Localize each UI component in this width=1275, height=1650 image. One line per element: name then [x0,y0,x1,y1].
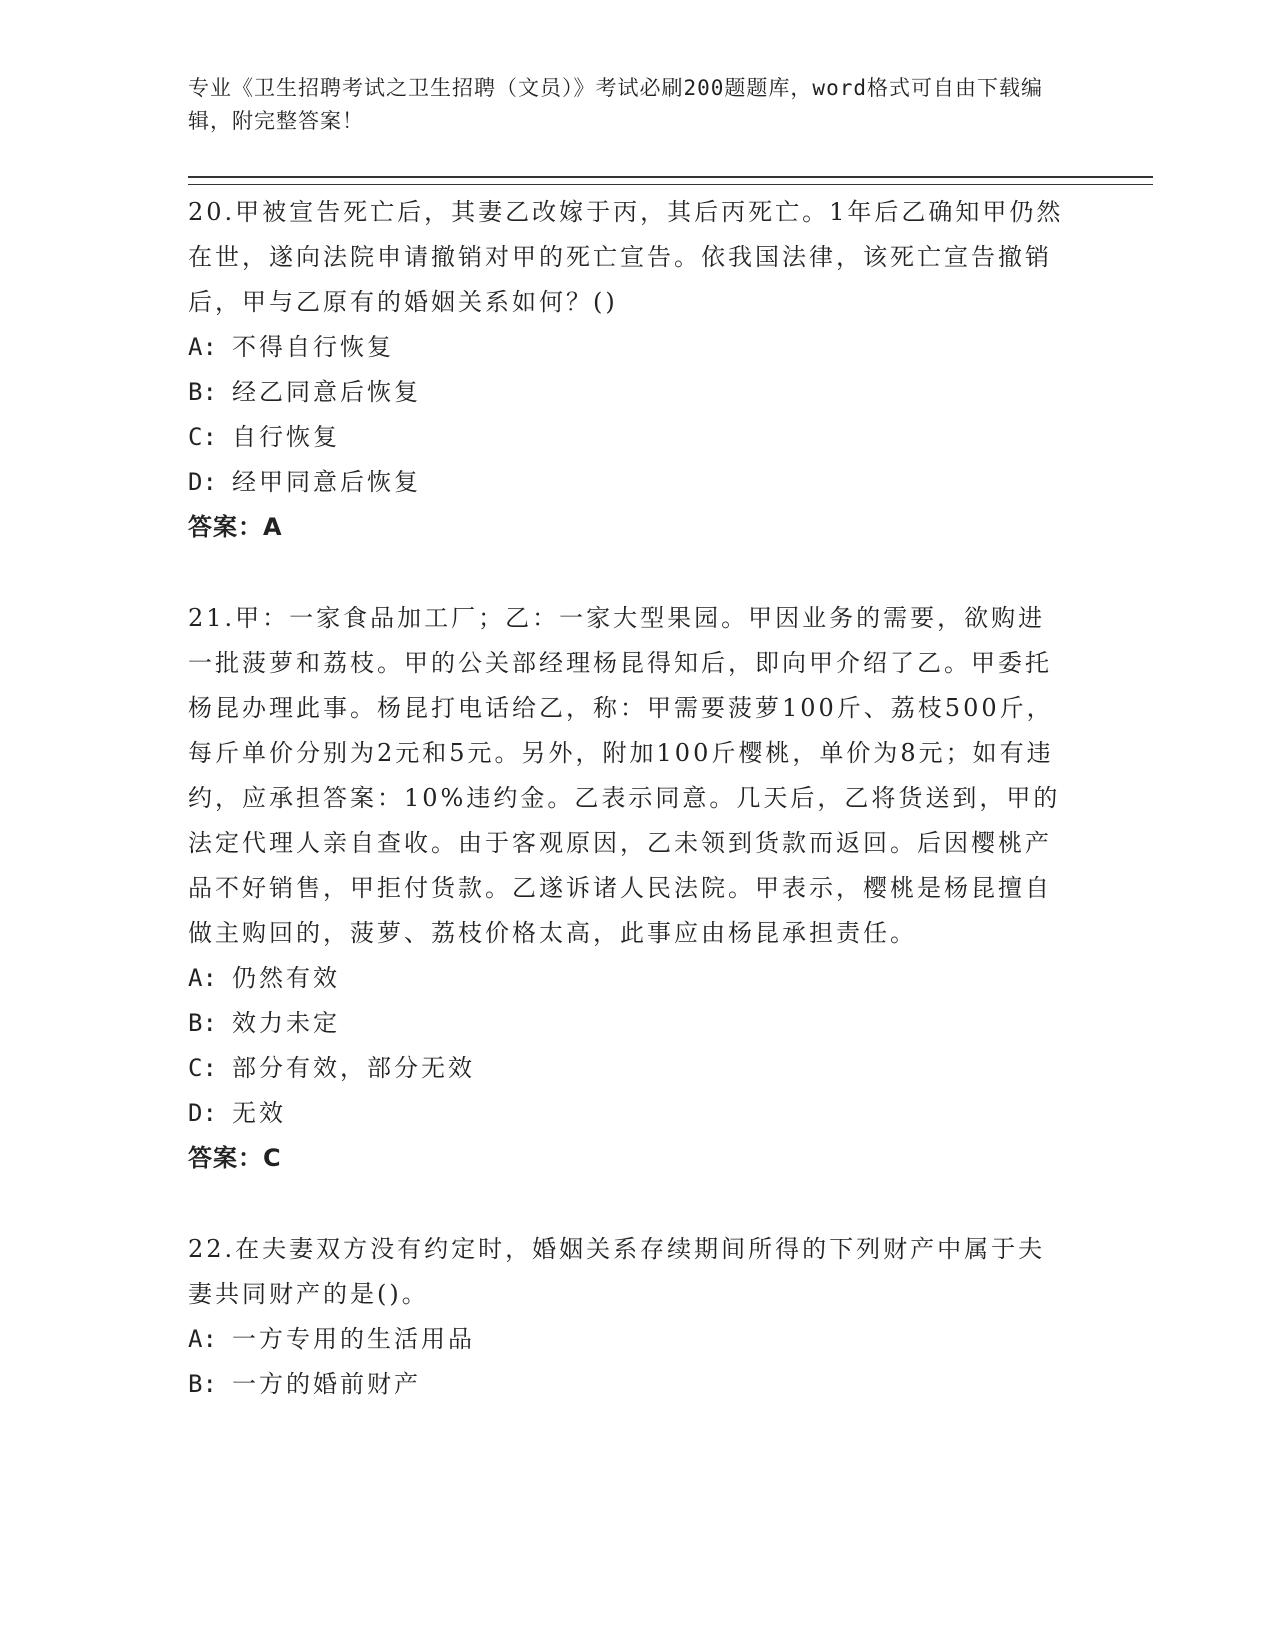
question-list [188,190,1068,1453]
question-stem: 21.甲：一家食品加工厂；乙：一家大型果园。甲因业务的需要，欲购进一批菠萝和荔枝。甲的公关部经理杨昆得知后，即向甲介绍了乙。甲委托杨昆办理此事。杨昆打电话给乙，称：甲需要菠萝100斤、荔枝500斤，每斤单价分别为2元和5元。另外，附加100斤樱桃，单价为8元；如有违约，应承担答案：10%违约金。乙表示同意。几天后，乙将货送到，甲的法定代理人亲自查收。由于客观原因，乙未领到货款而返回。后因樱桃产品不好销售，甲拒付货款。乙遂诉诸人民法院。甲表示，樱桃是杨昆擅自做主购回的，菠萝、荔枝价格太高，此事应由杨昆承担责任。 [188,604,1061,947]
option-letter: B: [188,1370,217,1398]
option-c [188,1046,1068,1091]
option-letter: D: [188,1099,217,1127]
option-text: 一方专用的生活用品 [232,1325,475,1353]
option-c [188,415,1068,460]
option-a [188,1317,1068,1362]
option-letter: A: [188,1325,217,1353]
question-22 [188,1227,1068,1407]
option-b [188,1001,1068,1046]
option-letter: B: [188,1009,217,1037]
option-letter: A: [188,333,217,361]
option-text: 自行恢复 [232,423,340,451]
question-20 [188,190,1068,550]
option-a [188,325,1068,370]
option-letter: B: [188,378,217,406]
option-a [188,956,1068,1001]
option-d [188,460,1068,505]
question-21 [188,596,1068,1181]
option-text: 不得自行恢复 [232,333,394,361]
question-stem: 22.在夫妻双方没有约定时，婚姻关系存续期间所得的下列财产中属于夫妻共同财产的是()。 [188,1235,1046,1308]
question-stem: 20.甲被宣告死亡后，其妻乙改嫁于丙，其后丙死亡。1年后乙确知甲仍然在世，遂向法院申请撤销对甲的死亡宣告。依我国法律，该死亡宣告撤销后，甲与乙原有的婚姻关系如何？() [188,198,1064,316]
option-letter: C: [188,423,217,451]
option-letter: D: [188,468,217,496]
answer-line: 答案：C [188,1144,282,1172]
document-header: 专业《卫生招聘考试之卫生招聘（文员）》考试必刷200题题库，word格式可自由下载编辑，附完整答案！ [188,76,1043,133]
option-text: 经甲同意后恢复 [232,468,421,496]
option-letter: C: [188,1054,217,1082]
header-divider [188,176,1153,185]
option-letter: A: [188,964,217,992]
option-b [188,370,1068,415]
option-text: 经乙同意后恢复 [232,378,421,406]
option-d [188,1091,1068,1136]
answer-line: 答案：A [188,513,283,541]
option-text: 部分有效，部分无效 [232,1054,475,1082]
option-text: 仍然有效 [232,964,340,992]
option-b [188,1362,1068,1407]
option-text: 无效 [232,1099,286,1127]
option-text: 一方的婚前财产 [232,1370,421,1398]
option-text: 效力未定 [232,1009,340,1037]
